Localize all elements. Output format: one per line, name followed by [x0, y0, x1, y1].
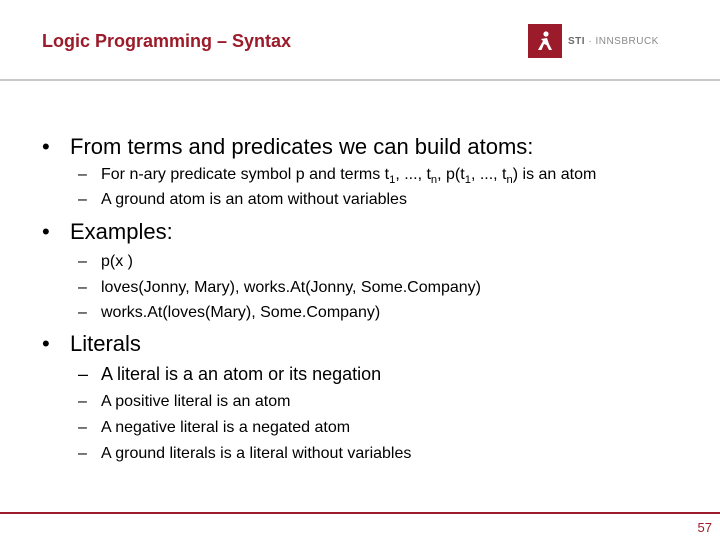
- sub-bullet-text: For n-ary predicate symbol p and terms $t_1$, ..., $t_n$, $p(t_1$, ..., $t_n$) is an atom: [101, 166, 597, 186]
- dash-marker: –: [78, 279, 87, 296]
- sub-bullet-text: p(x ): [101, 253, 133, 270]
- dash-marker: –: [78, 253, 87, 270]
- sub-bullet-text: A ground literals is a literal without variables: [101, 445, 412, 462]
- bullet-atoms-text: From terms and predicates we can build atoms:: [70, 134, 534, 159]
- sub-bullet-text: works.At(loves(Mary), Some.Company): [101, 304, 381, 321]
- dash-marker: –: [78, 191, 87, 208]
- header-divider: [0, 79, 720, 81]
- page-number: 57: [697, 520, 712, 535]
- bullet-marker: •: [42, 134, 50, 159]
- slide-title: Logic Programming – Syntax: [42, 31, 292, 51]
- sub-bullet-text: loves(Jonny, Mary), works.At(Jonny, Some.Company): [101, 279, 481, 296]
- sub-bullet-text: A positive literal is an atom: [101, 393, 291, 410]
- dash-marker: –: [78, 166, 87, 183]
- bullet-literals-text: Literals: [70, 331, 141, 356]
- bullet-examples-text: Examples:: [70, 219, 173, 244]
- logo-text-sti: STI: [568, 35, 586, 47]
- sub-bullet-text: A ground atom is an atom without variables: [101, 191, 407, 208]
- bullet-marker: •: [42, 219, 50, 244]
- dash-marker: –: [78, 393, 87, 410]
- sub-bullet-text: A literal is a an atom or its negation: [101, 364, 382, 384]
- dash-marker: –: [78, 304, 87, 321]
- dash-marker: –: [78, 419, 87, 436]
- logo-text-innsbruck: · INNSBRUCK: [585, 35, 659, 47]
- sti-innsbruck-logo: [528, 24, 659, 58]
- dash-marker: –: [78, 445, 87, 462]
- bullet-marker: •: [42, 331, 50, 356]
- footer-divider: [0, 512, 720, 514]
- sub-bullet-text: A negative literal is a negated atom: [101, 419, 351, 436]
- logo-text: [568, 36, 659, 47]
- dash-marker: –: [78, 364, 89, 384]
- logo-mark-icon: [528, 24, 562, 58]
